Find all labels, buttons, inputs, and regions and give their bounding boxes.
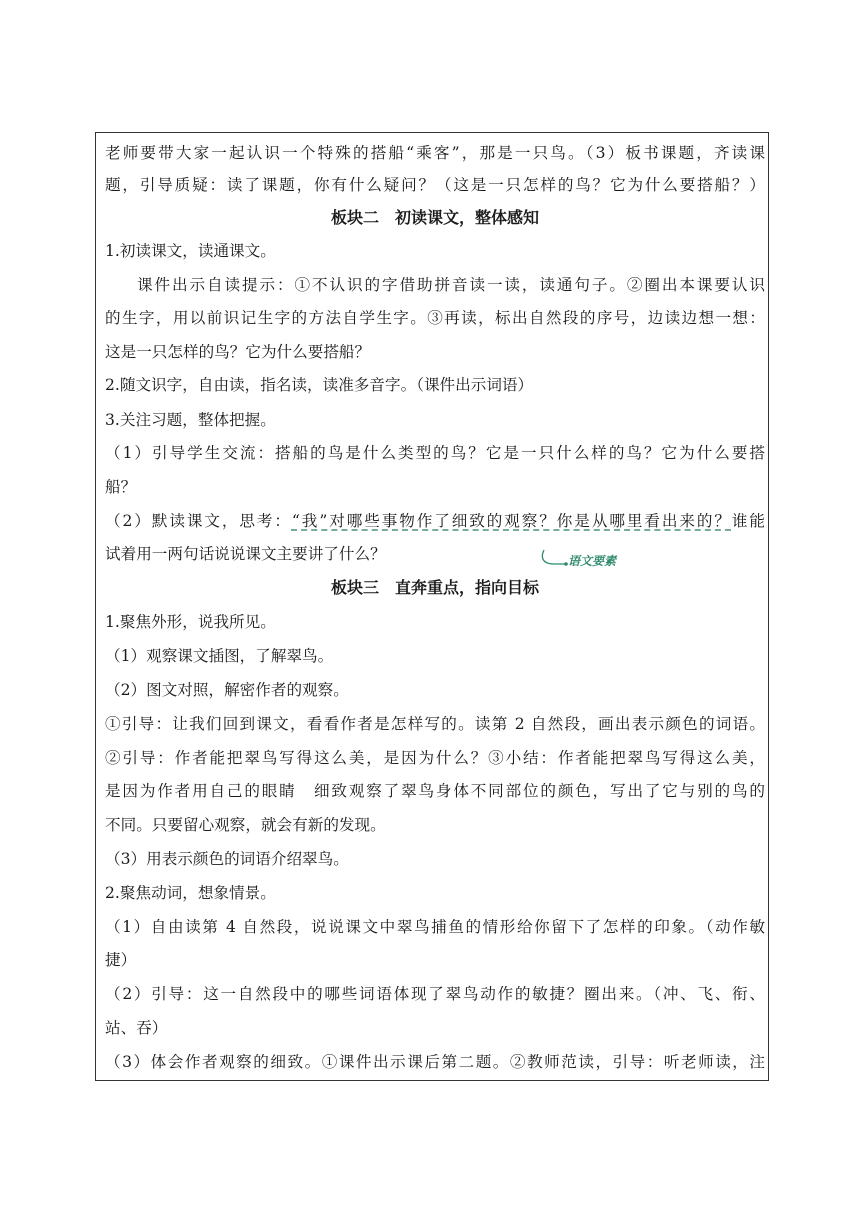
text-line: 捷） xyxy=(105,951,137,969)
text-line: 3.关注习题，整体把握。 xyxy=(105,411,276,429)
text-line: （1）观察课文插图，了解翠鸟。 xyxy=(105,647,334,665)
text-line: 2.随文识字，自由读，指名读，读准多音字。（课件出示词语） xyxy=(105,376,534,394)
text-line: 船？ xyxy=(105,478,137,496)
text-line: （3）体会作者观察的细致。①课件出示课后第二题。②教师范读，引导：听老师读，注 xyxy=(105,1053,765,1071)
text-line: （1）自由读第 4 自然段，说说课文中翠鸟捕鱼的情形给你留下了怎样的印象。（动作敏 xyxy=(105,918,765,936)
text-line: 1.聚焦外形，说我所见。 xyxy=(105,613,276,631)
text-line: 试着用一两句话说说课文主要讲了什么？ xyxy=(105,545,386,563)
underlined-question: “我”对哪些事物作了细致的观察？你是从哪里看出来的？ xyxy=(291,512,732,530)
text-line: 的生字，用以前识记生字的方法自学生字。③再读，标出自然段的序号，边读边想一想： xyxy=(105,309,765,327)
text-line: 题，引导质疑：读了课题，你有什么疑问？（这是一只怎样的鸟？它为什么要搭船？） xyxy=(105,176,765,194)
text-line: 1.初读课文，读通课文。 xyxy=(105,242,276,260)
section-heading: 板块二 初读课文，整体感知 xyxy=(330,208,539,227)
text-line: 这是一只怎样的鸟？它为什么要搭船？ xyxy=(105,343,371,361)
text-line: （2）图文对照，解密作者的观察。 xyxy=(105,681,349,699)
section-heading: 板块三 直奔重点，指向目标 xyxy=(330,578,539,597)
text-line: 是因为作者用自己的眼睛 细致观察了翠鸟身体不同部位的颜色，写出了它与别的鸟的 xyxy=(105,782,765,800)
text-line: （2）引导：这一自然段中的哪些词语体现了翠鸟动作的敏捷？圈出来。（冲、飞、衔、 xyxy=(105,985,765,1003)
text-line-underlined xyxy=(105,506,765,536)
line-suffix: 谁能 xyxy=(731,512,765,530)
text-line: ②引导：作者能把翠鸟写得这么美，是因为什么？③小结：作者能把翠鸟写得这么美， xyxy=(105,749,765,767)
text-line: 2.聚焦动词，想象情景。 xyxy=(105,884,276,902)
line-prefix: （2）默读课文，思考： xyxy=(105,512,292,530)
text-line: ①引导：让我们回到课文，看看作者是怎样写的。读第 2 自然段，画出表示颜色的词语。 xyxy=(105,715,765,733)
text-line: （1）引导学生交流：搭船的鸟是什么类型的鸟？它是一只什么样的鸟？它为什么要搭 xyxy=(105,444,765,462)
text-line: 站、吞） xyxy=(105,1019,168,1037)
text-line: （3）用表示颜色的词语介绍翠鸟。 xyxy=(105,850,349,868)
text-line: 不同。只要留心观察，就会有新的发现。 xyxy=(105,816,386,834)
annotation-label: 语文要素 xyxy=(568,554,617,568)
text-line: 老师要带大家一起认识一个特殊的搭船“乘客”，那是一只鸟。（3）板书课题，齐读课 xyxy=(105,144,765,162)
text-line: 课件出示自读提示：①不认识的字借助拼音读一读，读通句子。②圈出本课要认识 xyxy=(137,276,765,294)
